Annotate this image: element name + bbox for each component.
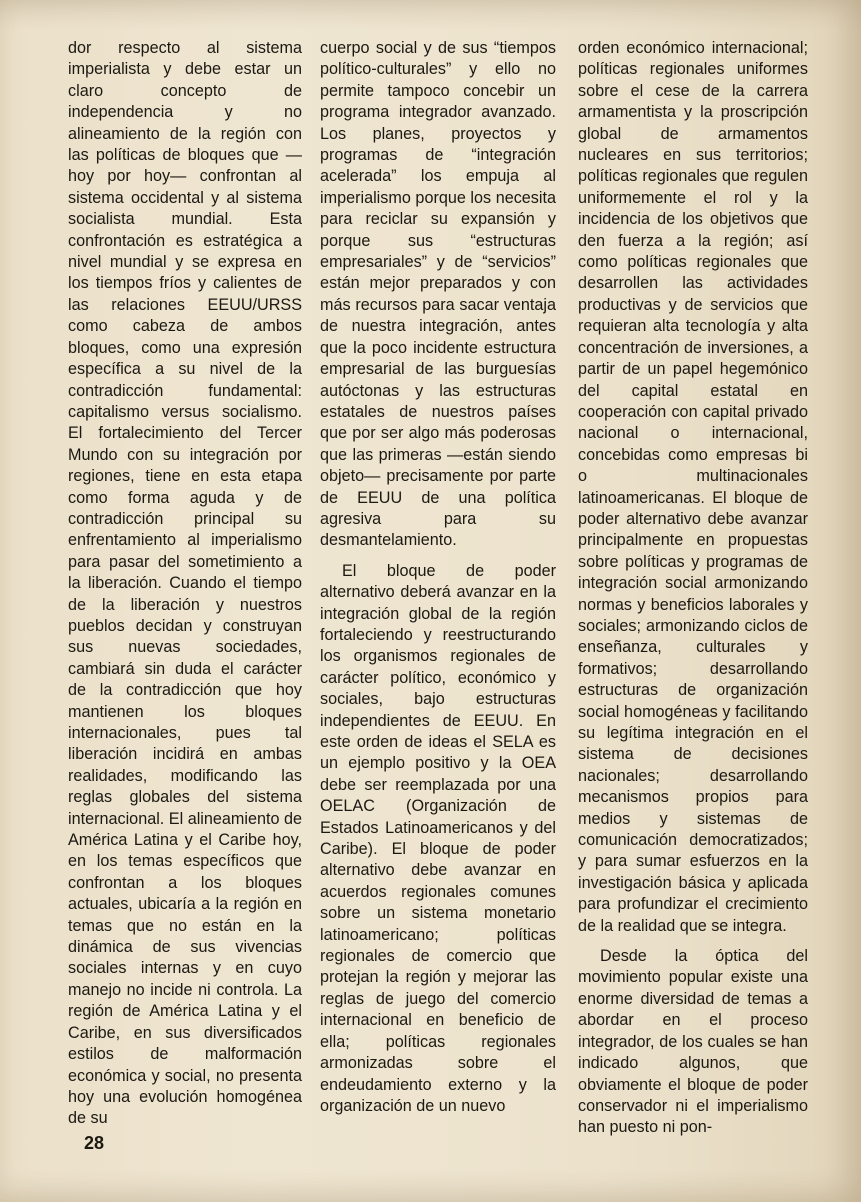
text-column-3 xyxy=(578,38,808,1139)
paragraph: dor respecto al sistema imperialista y debe estar un claro concepto de independencia y no alineamiento de la región con las políticas de bloques que —hoy por hoy— confrontan al sistema occidental y al sistema socialista mundial. Esta confrontación es estratégica a nivel mundial y se expresa en los tiempos fríos y calientes de las relaciones EEUU/URSS como cabeza de ambos bloques, como una expresión específica a su nivel de la contradicción fundamental: capitalismo versus socialismo. El fortalecimiento del Tercer Mundo con su integración por regiones, tiene en esta etapa como forma aguda y de contradicción principal su enfrentamiento al imperialismo para pasar del sometimiento a la liberación. Cuando el tiempo de la liberación y nuestros pueblos decidan y construyan sus nuevas sociedades, cambiará sin duda el carácter de la contradicción que hoy mantienen los bloques internacionales, pues tal liberación incidirá en ambas realidades, modificando las reglas globales del sistema internacional. El alineamiento de América Latina y el Caribe hoy, en los temas específicos que confrontan a los bloques actuales, ubicaría a la región en temas que no están en la dinámica de sus vivencias sociales internas y en cuyo manejo no incide ni controla. La región de América Latina y el Caribe, en sus diversificados estilos de malformación económica y social, no presenta hoy una evolución homogénea de su xyxy=(68,39,302,1128)
show-through-shadow xyxy=(0,0,861,30)
text-column-1 xyxy=(68,38,302,1130)
paragraph: Desde la óptica del movimiento popular existe una enorme diversidad de temas a abordar en el proceso integrador, de los cuales se han indicado algunos, que obviamente el bloque de poder conservador ni el imperialismo han puesto ni pon- xyxy=(578,947,808,1137)
paragraph: orden económico internacional; políticas regionales uniformes sobre el cese de la carrera armamentista y la proscripción global de armamentos nucleares en sus territorios; políticas regionales que regulen uniformemente el rol y la incidencia de los objetivos que den fuerza a la región; así como políticas regionales que desarrollen las actividades productivas y de servicios que requieran alta tecnología y alta concentración de inversiones, a partir de un papel hegemónico del capital estatal en cooperación con capital privado nacional o internacional, concebidas como empresas bi o multinacionales latinoamericanas. El bloque de poder alternativo debe avanzar principalmente en propuestas sobre políticas y programas de integración social armonizando normas y beneficios laborales y sociales; armonizando ciclos de enseñanza, culturales y formativos; desarrollando estructuras de organización social homogéneas y facilitando su legítima integración en el sistema de decisiones nacionales; desarrollando mecanismos propios para medios y sistemas de comunicación democratizados; y para sumar esfuerzos en la investigación básica y aplicada para profundizar el crecimiento de la realidad que se integra. xyxy=(578,39,808,935)
page-number: 28 xyxy=(84,1133,105,1153)
paragraph: cuerpo social y de sus “tiempos político-culturales” y ello no permite tampoco concebir un programa integrador avanzado. Los planes, proyectos y programas de “integración acelerada” los empuja al imperialismo porque los necesita para reciclar su expansión y porque sus “estructuras empresariales” y de “servicios” están mejor preparados y con más recursos para sacar ventaja de nuestra integración, antes que la poco incidente estructura empresarial de las burguesías autóctonas y las estructuras estatales de nuestros países que por ser algo más poderosas que las primeras —están siendo objeto— precisamente por parte de EEUU de una política agresiva para su desmantelamiento. xyxy=(320,39,556,550)
text-column-2 xyxy=(320,38,556,1117)
paragraph: El bloque de poder alternativo deberá avanzar en la integración global de la región fortaleciendo y reestructurando los organismos regionales de carácter político, económico y sociales, bajo estructuras independientes de EEUU. En este orden de ideas el SELA es un ejemplo positivo y la OEA debe ser reemplazada por una OELAC (Organización de Estados Latinoamericanos y del Caribe). El bloque de poder alternativo debe avanzar en acuerdos regionales comunes sobre un sistema monetario latinoamericano; políticas regionales de comercio que protejan la región y mejorar las reglas de juego del comercio internacional en beneficio de ella; políticas regionales armonizadas sobre el endeudamiento externo y la organización de un nuevo xyxy=(320,561,556,1115)
